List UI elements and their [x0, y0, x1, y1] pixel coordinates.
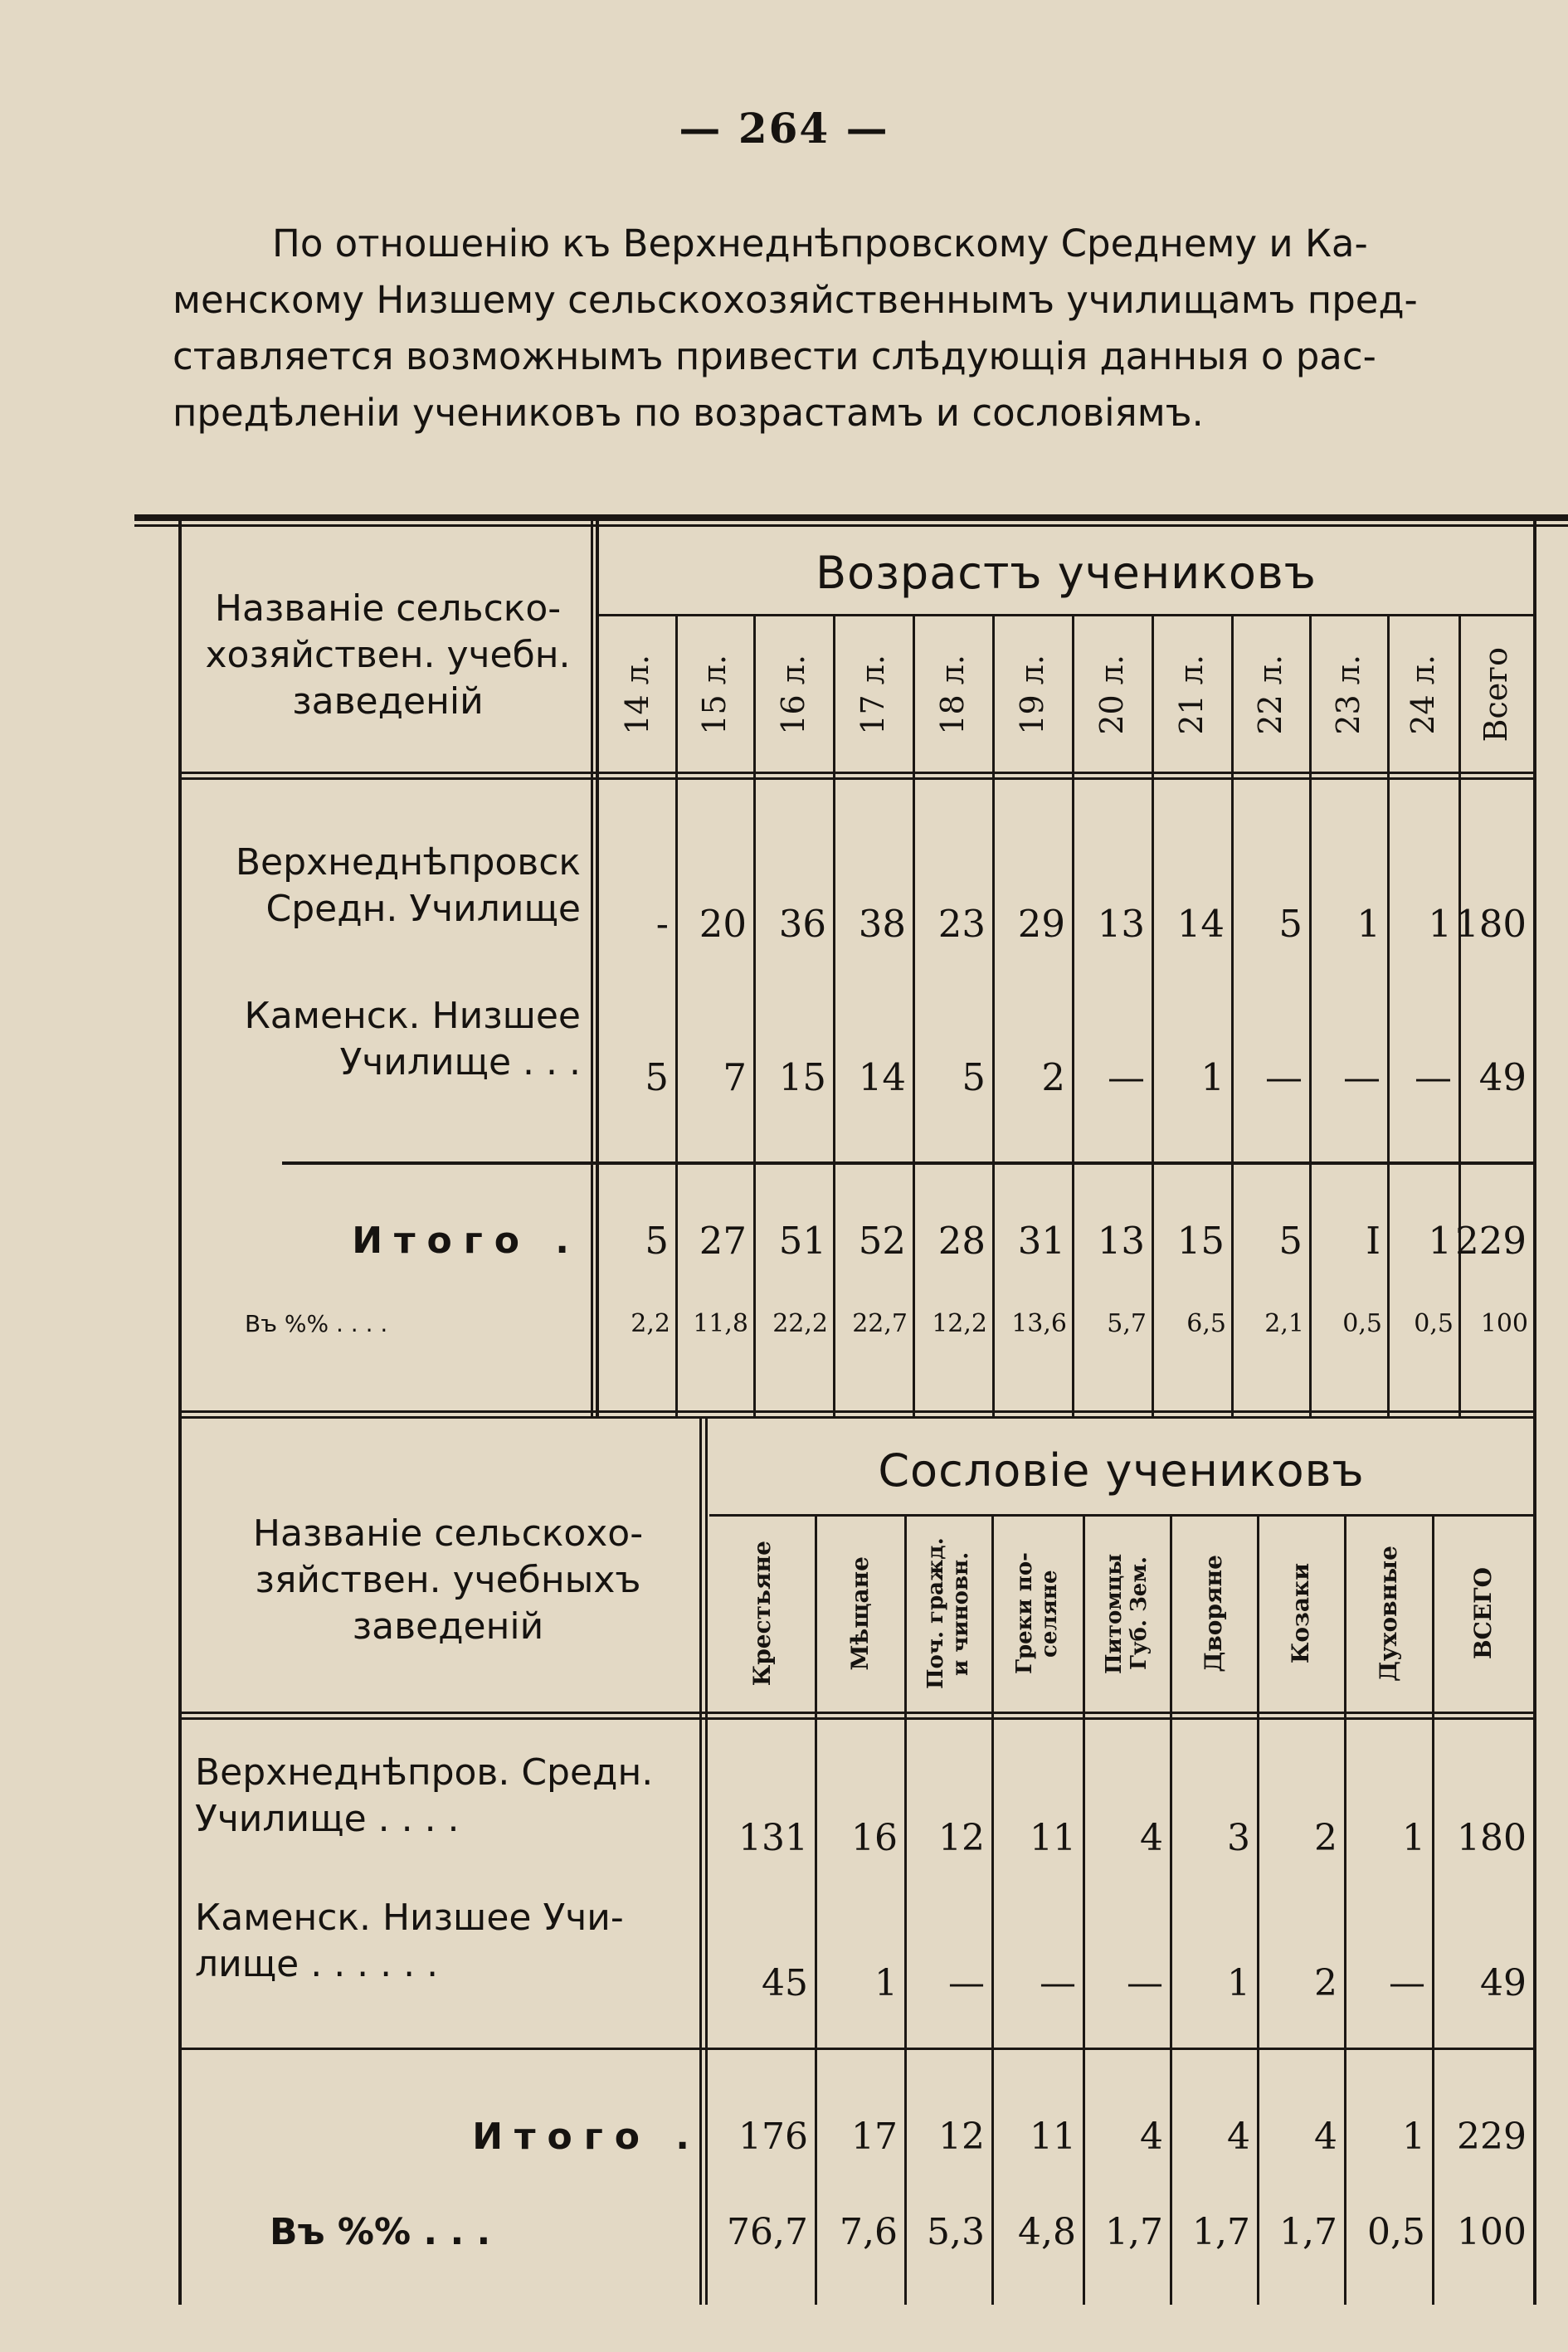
age-column-header	[753, 621, 833, 768]
table-top-rule	[134, 524, 1568, 527]
table-right-border	[1533, 521, 1536, 1417]
estate-name-header-line: Названіе сельскохо-	[252, 1512, 644, 1555]
age-total-cell: 28	[937, 1218, 986, 1263]
age-name-header	[187, 548, 589, 763]
age-column-header	[1072, 621, 1152, 768]
estate-pct-cell: 1,7	[1279, 2210, 1337, 2253]
name-column-divider	[705, 1417, 708, 2305]
age-column-header	[1152, 621, 1231, 768]
estate-cell: 45	[762, 1961, 808, 2004]
age-cell: 180	[1455, 901, 1527, 946]
age-pct-cell: 2,1	[1264, 1308, 1304, 1338]
age-cell: —	[1343, 1054, 1381, 1099]
estate-column-label: Питомцы Губ. Зем.	[1101, 1553, 1152, 1674]
estate-column-header	[815, 1520, 904, 1707]
estate-total-cell: 1	[1402, 2115, 1425, 2158]
estate-column-label: ВСЕГО	[1468, 1567, 1497, 1660]
age-pct-cell: 6,5	[1186, 1308, 1226, 1338]
estate-row-label-line: Училище . . . .	[195, 1798, 460, 1840]
estate-name-header-line: заведеній	[352, 1605, 544, 1648]
age-column-header	[992, 621, 1072, 768]
age-cell: 1	[1200, 1054, 1225, 1099]
age-group-header: Возрастъ учениковъ	[816, 546, 1317, 599]
table-bottom-rule	[178, 1416, 1533, 1419]
age-column-header	[675, 621, 753, 768]
estate-cell: 1	[1227, 1961, 1250, 2004]
age-column-label: Всего	[1478, 646, 1514, 743]
estate-pct-cell: 7,6	[840, 2210, 898, 2253]
estate-total-cell: 4	[1314, 2115, 1337, 2158]
age-column-label: 23 л.	[1330, 654, 1366, 735]
table-right-border	[1533, 1417, 1536, 2305]
age-column-label: 16 л.	[775, 654, 811, 735]
age-column-header	[1458, 621, 1533, 768]
estate-total-cell: 17	[851, 2115, 898, 2158]
age-pct-cell: 0,5	[1342, 1308, 1382, 1338]
age-row-label-line: Верхнеднѣпровск	[235, 841, 581, 884]
header-bottom-rule	[178, 1712, 1533, 1714]
estate-row-label	[195, 1879, 701, 2004]
age-total-cell: 15	[1176, 1218, 1225, 1263]
age-column-label: 17 л.	[855, 654, 891, 735]
estate-column-header	[1344, 1520, 1432, 1707]
estate-total-cell: 229	[1457, 2115, 1527, 2158]
estate-row-label-line: лище . . . . . .	[195, 1943, 439, 1985]
estate-column-label: Козаки	[1287, 1563, 1314, 1664]
estate-pct-cell: 5,3	[927, 2210, 985, 2253]
age-cell: 23	[937, 901, 986, 946]
estate-column-label: Мѣщане	[845, 1556, 874, 1671]
age-pct-cell: 13,6	[1011, 1308, 1067, 1338]
estate-cell: 2	[1314, 1816, 1337, 1859]
estate-column-header	[1083, 1520, 1170, 1707]
age-column-label: 24 л.	[1405, 654, 1441, 735]
estate-column-label: Греки по-селяне	[1012, 1552, 1062, 1675]
age-pct-cell: 22,7	[852, 1308, 908, 1338]
estate-name-header-line: зяйствен. учебныхъ	[255, 1559, 641, 1601]
age-cell: 7	[723, 1054, 747, 1099]
table-top-rule	[134, 514, 1568, 521]
age-cell: 20	[699, 901, 747, 946]
age-cell: —	[1265, 1054, 1303, 1099]
age-cell: 36	[778, 901, 826, 946]
age-total-cell: 1	[1428, 1218, 1452, 1263]
age-row-label-line: Средн. Училище	[265, 888, 581, 930]
table-left-border	[178, 1417, 182, 2305]
age-column-header	[1309, 621, 1387, 768]
group-header-rule	[599, 614, 1533, 616]
estate-pct-cell: 1,7	[1192, 2210, 1250, 2253]
age-column-label: 22 л.	[1252, 654, 1288, 735]
age-cell: 5	[1278, 901, 1303, 946]
age-cell: 38	[858, 901, 906, 946]
age-column-header	[599, 621, 675, 768]
age-total-cell: 13	[1097, 1218, 1145, 1263]
estate-name-header	[195, 1460, 701, 1701]
age-total-cell: 31	[1017, 1218, 1065, 1263]
age-pct-cell: 0,5	[1414, 1308, 1454, 1338]
age-name-header-line: Названіе сельско-	[214, 587, 562, 630]
estate-cell: 180	[1457, 1816, 1527, 1859]
age-cell: 2	[1041, 1054, 1065, 1099]
estate-total-cell: 11	[1030, 2115, 1076, 2158]
estate-column-label: Дворяне	[1200, 1555, 1227, 1673]
estate-column-header	[1170, 1520, 1257, 1707]
estate-column-header	[1257, 1520, 1344, 1707]
age-cell: —	[1108, 1054, 1145, 1099]
estate-cell: 49	[1480, 1961, 1527, 2004]
age-name-header-line: заведеній	[292, 680, 484, 723]
age-cell: 1	[1428, 901, 1452, 946]
age-name-header-line: хозяйствен. учебн.	[205, 634, 571, 676]
age-column-label: 14 л.	[619, 654, 655, 735]
intro-line: По отношенію къ Верхнеднѣпровскому Среднему и Ка-	[272, 222, 1368, 265]
age-column-label: 20 л.	[1093, 654, 1130, 735]
estate-cell: 16	[851, 1816, 898, 1859]
age-column-label: 15 л.	[696, 654, 733, 735]
age-total-label: Итого .	[352, 1219, 581, 1262]
estate-cell: 11	[1030, 1816, 1076, 1859]
estate-column-label: Духовные	[1374, 1545, 1402, 1682]
estate-cell: 4	[1140, 1816, 1163, 1859]
page-number: — 264 —	[679, 104, 889, 153]
age-total-cell: 5	[1278, 1218, 1303, 1263]
estate-cell: —	[1389, 1961, 1425, 2004]
age-column-label: 19 л.	[1014, 654, 1050, 735]
age-cell: 1	[1356, 901, 1381, 946]
estate-cell: 131	[738, 1816, 808, 1859]
estate-column-header	[991, 1520, 1083, 1707]
age-cell: 49	[1478, 1054, 1527, 1099]
estate-cell: —	[948, 1961, 985, 2004]
age-total-cell: 5	[645, 1218, 669, 1263]
intro-line: предѣленіи учениковъ по возрастамъ и сословіямъ.	[173, 391, 1204, 435]
age-total-cell: 229	[1455, 1218, 1527, 1263]
header-bottom-rule	[178, 772, 1533, 774]
intro-line: менскому Низшему сельскохозяйственнымъ училищамъ пред-	[173, 278, 1418, 322]
estate-cell: —	[1040, 1961, 1076, 2004]
age-row-label	[195, 977, 581, 1102]
age-cell: 29	[1017, 901, 1065, 946]
age-row-label	[195, 824, 581, 948]
estate-cell: 3	[1227, 1816, 1250, 1859]
estate-row-label-line: Каменск. Низшее Учи-	[195, 1897, 624, 1939]
group-header-rule	[709, 1514, 1533, 1517]
header-bottom-rule	[178, 777, 1533, 780]
age-pct-cell: 5,7	[1107, 1308, 1147, 1338]
estate-cell: —	[1127, 1961, 1163, 2004]
estate-cell: 1	[874, 1961, 898, 2004]
age-pct-cell: 2,2	[631, 1308, 670, 1338]
age-column-label: 18 л.	[934, 654, 971, 735]
age-cell: —	[1415, 1054, 1452, 1099]
intro-line: ставляется возможнымъ привести слѣдующія данныя о рас-	[173, 334, 1376, 378]
age-column-header	[913, 621, 992, 768]
age-total-cell: 27	[699, 1218, 747, 1263]
age-total-cell: 52	[858, 1218, 906, 1263]
age-total-cell: 51	[778, 1218, 826, 1263]
estate-row-label-line: Верхнеднѣпров. Средн.	[195, 1751, 654, 1794]
age-column-label: 21 л.	[1173, 654, 1210, 735]
age-row-label-line: Каменск. Низшее	[244, 995, 581, 1037]
estate-total-cell: 12	[938, 2115, 985, 2158]
age-cell: 5	[645, 1054, 669, 1099]
estate-pct-cell: 0,5	[1367, 2210, 1425, 2253]
estate-pct-label: Въ %% . . .	[270, 2210, 491, 2253]
age-pct-cell: 12,2	[932, 1308, 987, 1338]
estate-total-cell: 176	[738, 2115, 808, 2158]
estate-pct-cell: 76,7	[727, 2210, 808, 2253]
age-row-label-line: Училище . . .	[339, 1041, 581, 1083]
estate-column-label: Поч. гражд. и чиновн.	[923, 1537, 973, 1690]
table-bottom-rule	[178, 1410, 1533, 1413]
age-cell: 15	[778, 1054, 826, 1099]
name-column-divider	[591, 521, 593, 1417]
age-cell: 14	[1176, 901, 1225, 946]
age-pct-cell: 11,8	[693, 1308, 748, 1338]
age-cell: 14	[858, 1054, 906, 1099]
totals-rule	[178, 2048, 1533, 2050]
age-cell: -	[655, 901, 669, 946]
age-column-header	[1387, 621, 1458, 768]
estate-total-label: Итого .	[472, 2115, 701, 2158]
age-pct-cell: 100	[1480, 1308, 1528, 1338]
age-pct-label: Въ %% . . . .	[245, 1309, 388, 1337]
header-bottom-rule	[178, 1717, 1533, 1720]
estate-row-label	[195, 1734, 701, 1858]
age-total-cell: І	[1366, 1218, 1381, 1263]
estate-total-cell: 4	[1227, 2115, 1250, 2158]
age-pct-cell: 22,2	[772, 1308, 828, 1338]
table-left-border	[178, 521, 182, 1417]
estate-cell: 2	[1314, 1961, 1337, 2004]
estate-cell: 12	[938, 1816, 985, 1859]
estate-cell: 1	[1402, 1816, 1425, 1859]
estate-column-header	[1432, 1520, 1533, 1707]
estate-pct-cell: 100	[1457, 2210, 1527, 2253]
estate-group-header: Сословіе учениковъ	[878, 1444, 1365, 1497]
estate-total-cell: 4	[1140, 2115, 1163, 2158]
estate-column-header	[904, 1520, 991, 1707]
age-cell: 5	[962, 1054, 986, 1099]
estate-pct-cell: 4,8	[1018, 2210, 1076, 2253]
age-column-header	[1231, 621, 1309, 768]
estate-pct-cell: 1,7	[1105, 2210, 1163, 2253]
estate-column-label: Крестьяне	[748, 1541, 776, 1687]
estate-column-header	[709, 1520, 815, 1707]
age-cell: 13	[1097, 901, 1145, 946]
totals-rule	[282, 1161, 1533, 1165]
age-column-header	[833, 621, 913, 768]
